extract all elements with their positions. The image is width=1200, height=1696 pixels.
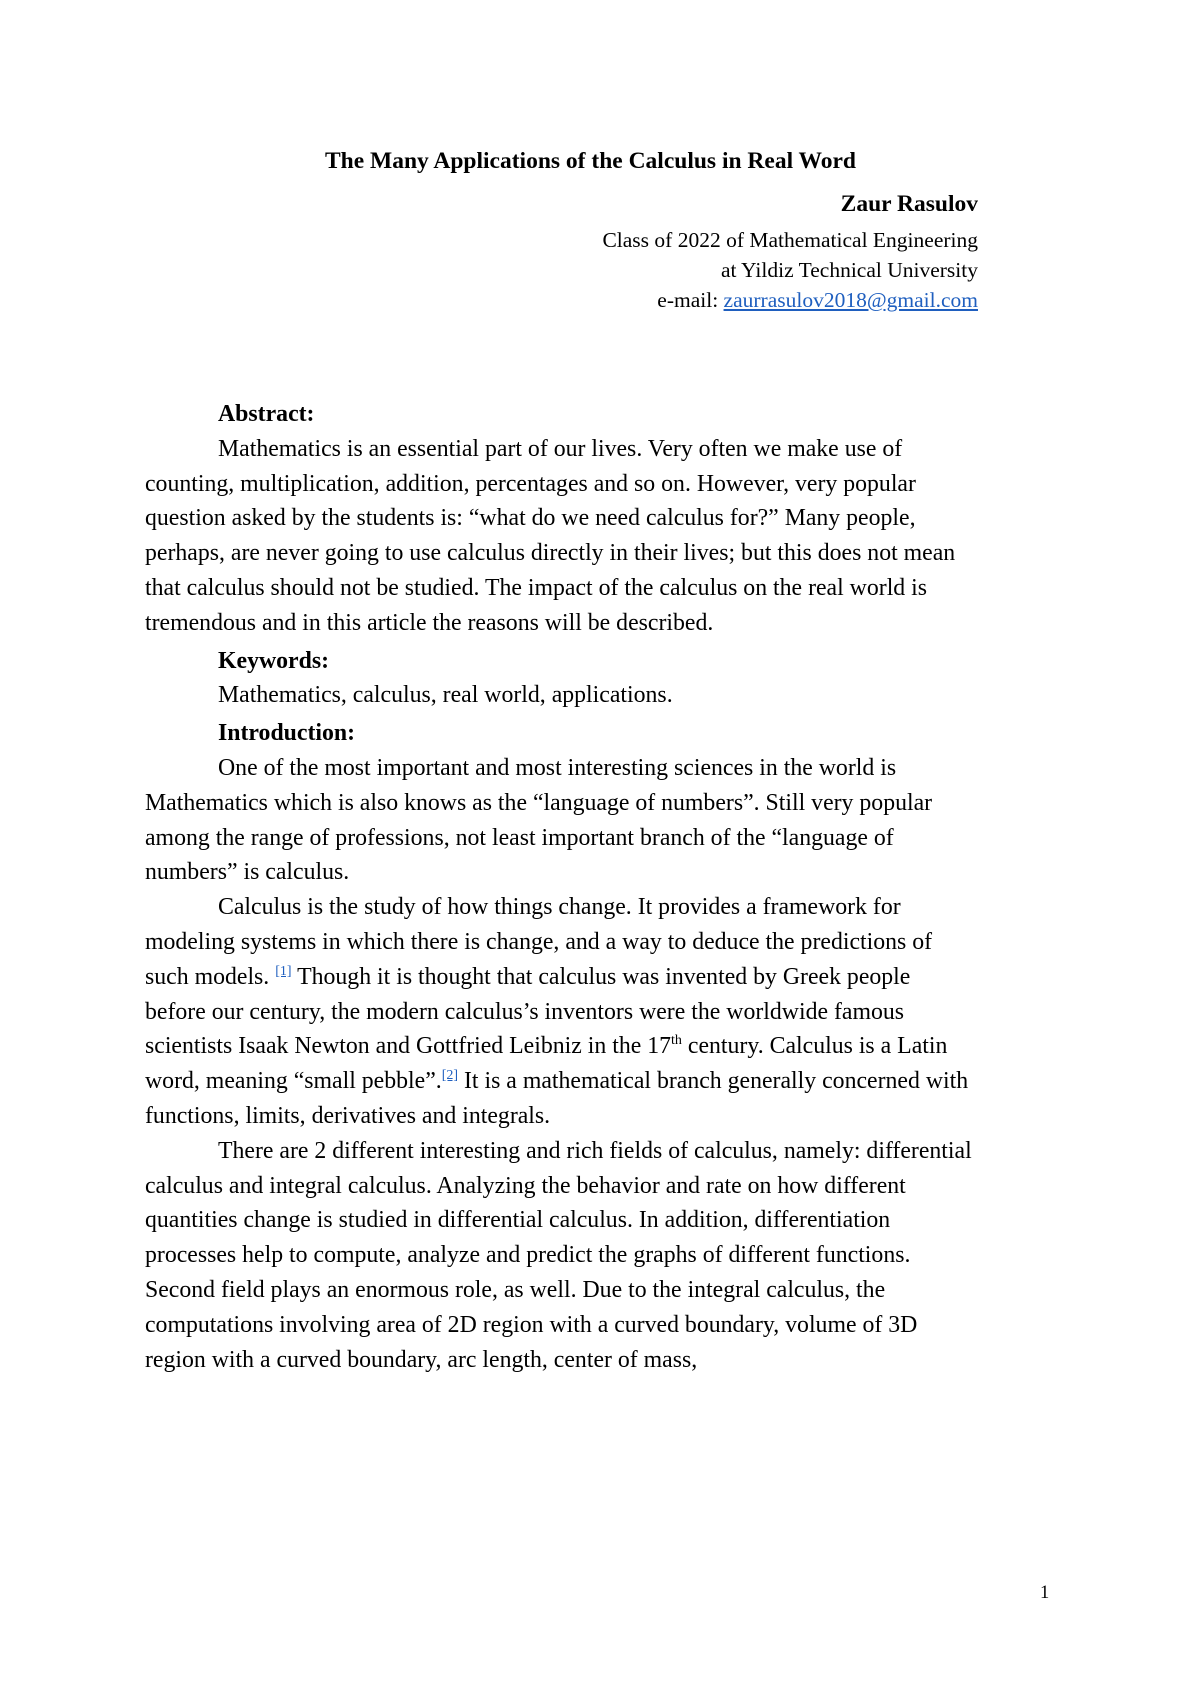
abstract-heading: Abstract: <box>218 401 315 427</box>
intro-p2-part-a: Calculus is the study of how things change. It provides a framework for modeling systems in which there is change, and a way to deduce the predictions of such models. <box>145 894 933 990</box>
author-name: Zaur Rasulov <box>840 191 978 217</box>
introduction-heading: Introduction: <box>218 720 356 747</box>
reference-link-1[interactable]: [1] <box>275 963 292 979</box>
paper-title: The Many Applications of the Calculus in Real Word <box>325 148 856 174</box>
intro-p2-part-c: century. Calculus is a Latin word, meaning “small pebble”. <box>145 1033 948 1095</box>
affiliation-line-1: Class of 2022 of Mathematical Engineering <box>602 228 978 252</box>
intro-paragraph-2 <box>145 890 975 1134</box>
keywords-paragraph: Mathematics, calculus, real world, applications. <box>218 682 673 709</box>
affiliation-line-2: at Yildiz Technical University <box>720 258 978 282</box>
keywords-heading: Keywords: <box>218 647 330 674</box>
page-number: 1 <box>1040 1583 1050 1603</box>
email-link[interactable]: zaurrasulov2018@gmail.com <box>723 288 978 312</box>
intro-p2-part-d: It is a mathematical branch generally concerned with functions, limits, derivatives and integrals. <box>145 1068 969 1129</box>
email-label: e-mail: <box>657 288 724 312</box>
ordinal-superscript: th <box>671 1033 682 1049</box>
intro-p2-part-b: Though it is thought that calculus was invented by Greek people before our century, the modern calculus’s inventors were the worldwide famous scientists Isaak Newton and Gottfried Leibniz in the 17 <box>145 963 911 1060</box>
abstract-paragraph: Mathematics is an essential part of our lives. Very often we make use of counting, multiplication, addition, percentages and so on. However, very popular question asked by the students is: “what do we need calculus for?” Many people, perhaps, are never going to use calculus directly in their lives; but this does not mean that calculus should not be studied. The impact of the calculus on the real world is tremendous and in this article the reasons will be described. <box>145 435 956 636</box>
reference-link-2[interactable]: [2] <box>441 1068 459 1084</box>
email-line <box>657 288 978 313</box>
intro-paragraph-1: One of the most important and most interesting sciences in the world is Mathematics which is also knows as the “language of numbers”. Still very popular among the range of professions, not least important branch of the “language of numbers” is calculus. <box>145 754 933 886</box>
intro-paragraph-3: There are 2 different interesting and rich fields of calculus, namely: differential calculus and integral calculus. Analyzing the behavior and rate on how different quantities change is studied in differential calculus. In addition, differentiation processes help to compute, analyze and predict the graphs of different functions. Second field plays an enormous role, as well. Due to the integral calculus, the computations involving area of 2D region with a curved boundary, volume of 3D region with a curved boundary, arc length, center of mass, <box>145 1137 972 1373</box>
body-text <box>145 397 975 1377</box>
